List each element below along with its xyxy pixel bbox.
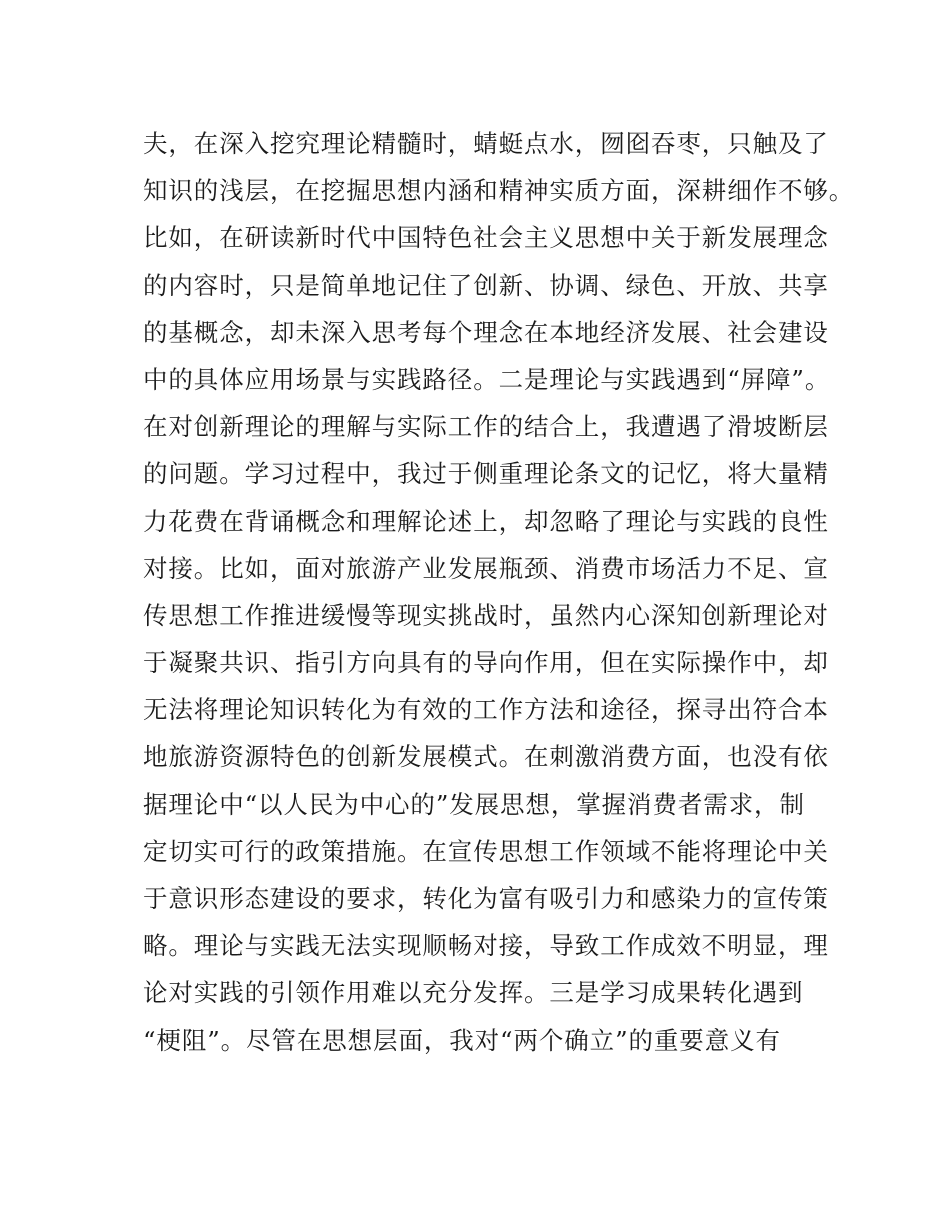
text-line: 比如，在研读新时代中国特色社会主义思想中关于新发展理念 xyxy=(143,223,829,253)
text-line: 在对创新理论的理解与实际工作的结合上，我遭遇了滑坡断层 xyxy=(143,412,829,442)
text-line: 略。理论与实践无法实现顺畅对接，导致工作成效不明显，理 xyxy=(143,931,829,961)
text-line: 无法将理论知识转化为有效的工作方法和途径，探寻出符合本 xyxy=(143,695,829,725)
text-line: 知识的浅层，在挖掘思想内涵和精神实质方面，深耕细作不够。 xyxy=(143,176,855,206)
text-line: “梗阻”。尽管在思想层面，我对“两个确立”的重要意义有 xyxy=(143,1025,781,1055)
text-line: 的内容时，只是简单地记住了创新、协调、绿色、开放、共享 xyxy=(143,270,829,300)
text-line: 论对实践的引领作用难以充分发挥。三是学习成果转化遇到 xyxy=(143,978,804,1008)
text-line: 对接。比如，面对旅游产业发展瓶颈、消费市场活力不足、宣 xyxy=(143,553,829,583)
text-line: 地旅游资源特色的创新发展模式。在刺激消费方面，也没有依 xyxy=(143,742,829,772)
text-line: 于凝聚共识、指引方向具有的导向作用，但在实际操作中，却 xyxy=(143,648,829,678)
text-line: 传思想工作推进缓慢等现实挑战时，虽然内心深知创新理论对 xyxy=(143,600,829,630)
text-line: 据理论中“以人民为中心的”发展思想，掌握消费者需求，制 xyxy=(143,789,805,819)
text-line: 力花费在背诵概念和理解论述上，却忽略了理论与实践的良性 xyxy=(143,506,829,536)
body-text xyxy=(143,120,855,1064)
text-line: 于意识形态建设的要求，转化为富有吸引力和感染力的宣传策 xyxy=(143,884,829,913)
text-line: 的问题。学习过程中，我过于侧重理论条文的记忆，将大量精 xyxy=(143,459,829,489)
text-line: 中的具体应用场景与实践路径。二是理论与实践遇到“屏障”。 xyxy=(143,364,831,394)
text-line: 定切实可行的政策措施。在宣传思想工作领域不能将理论中关 xyxy=(143,836,829,866)
text-line: 夫，在深入挖究理论精髓时，蜻蜓点水，囫囵吞枣，只触及了 xyxy=(143,129,829,158)
text-line: 的基概念，却未深入思考每个理念在本地经济发展、社会建设 xyxy=(143,317,829,347)
